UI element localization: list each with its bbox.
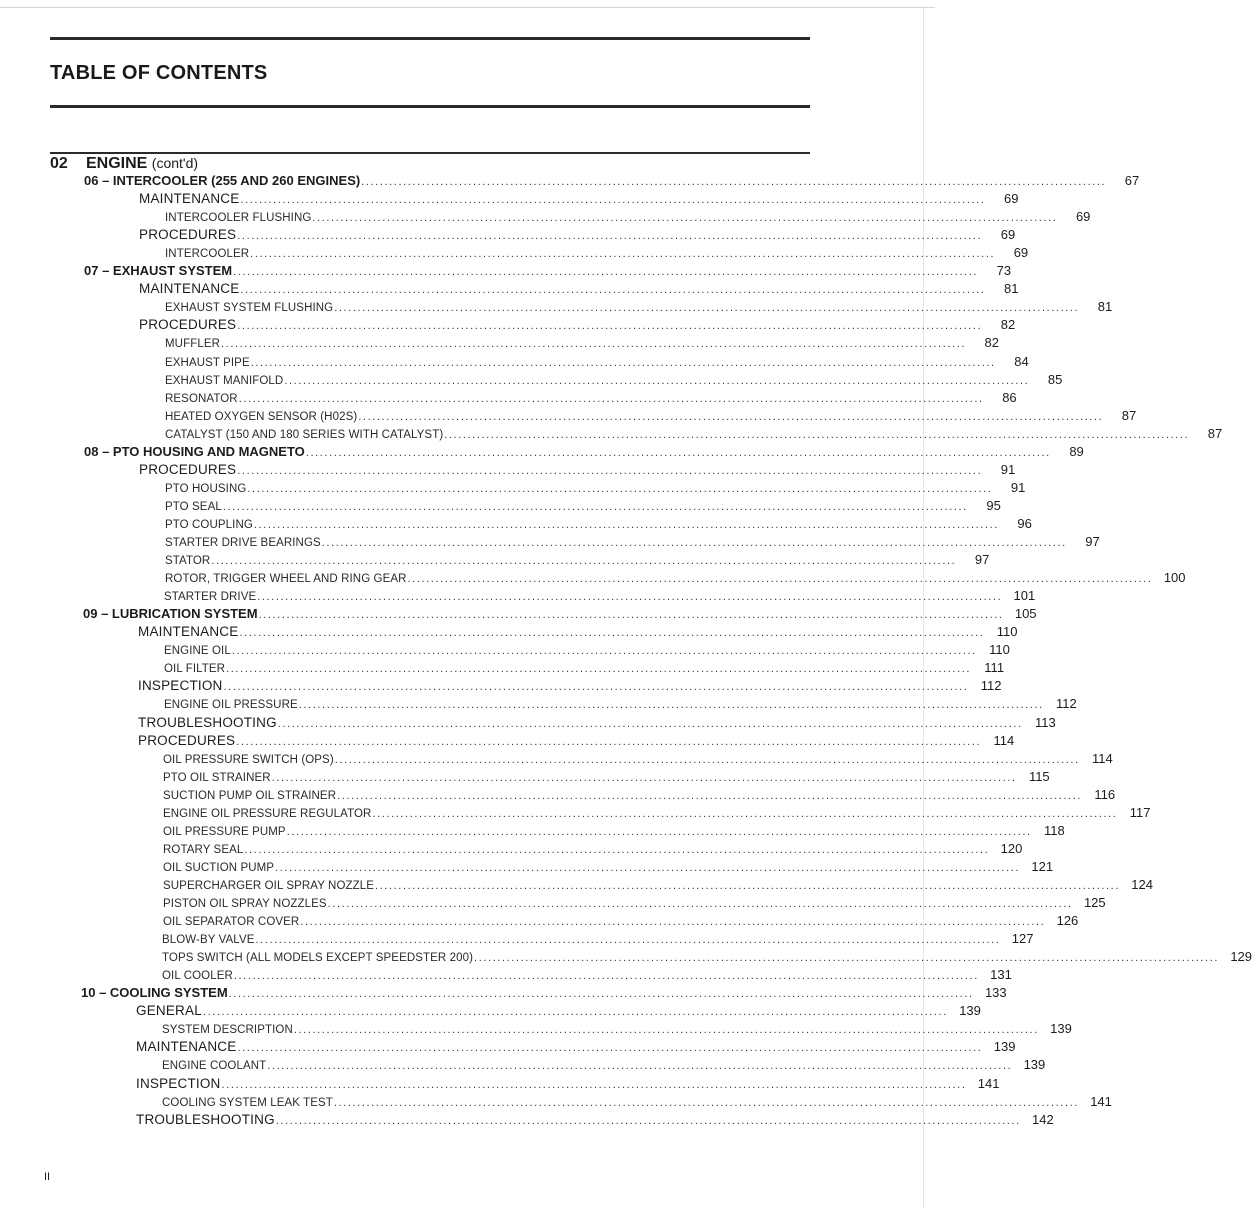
toc-entry-page: 87 [1207, 425, 1223, 441]
toc-leader-dots: ................................................................................................................................................................ [361, 176, 1107, 188]
toc-entry-page: 111 [984, 660, 1005, 676]
toc-leader-dots: ................................................................................................................................................................ [284, 374, 1030, 387]
toc-leader-dots: ................................................................................................................................................................ [305, 446, 1051, 459]
section-name: ENGINE [86, 155, 148, 172]
toc-entry[interactable] [81, 985, 1007, 1003]
section-rule [50, 152, 810, 154]
toc-entry-page: 69 [1075, 209, 1091, 225]
toc-entry-page: 112 [980, 678, 1002, 694]
toc-entry-page: 118 [1043, 822, 1065, 838]
toc-entry[interactable] [164, 588, 1036, 606]
toc-entry-page: 129 [1230, 949, 1252, 965]
toc-entry-page: 101 [1013, 588, 1036, 604]
toc-entry-page: 142 [1032, 1111, 1054, 1127]
toc-entry-label: PTO COUPLING [165, 518, 253, 531]
toc-leader-dots: ................................................................................................................................................................ [236, 735, 982, 748]
toc-entry-label: MAINTENANCE [139, 191, 240, 207]
toc-entry-page: 97 [1085, 534, 1100, 549]
toc-entry[interactable] [165, 552, 990, 570]
toc-entry-page: 91 [1010, 479, 1026, 495]
toc-entry[interactable] [165, 353, 1029, 372]
toc-leader-dots: ................................................................................................................................................................ [271, 771, 1017, 784]
toc-entry[interactable] [138, 624, 1018, 642]
toc-entry-label: SYSTEM DESCRIPTION [162, 1024, 293, 1037]
toc-leader-dots: ................................................................................................................................................................ [247, 482, 993, 495]
toc-entry-label: INTERCOOLER FLUSHING [165, 212, 312, 225]
toc-entry-label: MAINTENANCE [138, 624, 239, 640]
toc-entry-label: STARTER DRIVE BEARINGS [165, 537, 321, 549]
toc-leader-dots: ................................................................................................................................................................ [231, 645, 977, 658]
toc-entry-label: MAINTENANCE [136, 1039, 237, 1055]
toc-entry[interactable] [165, 570, 1186, 588]
toc-entry[interactable] [163, 913, 1079, 931]
toc-entry-page: 120 [1000, 840, 1023, 856]
toc-entry[interactable] [162, 1057, 1046, 1075]
toc-entry-label: PROCEDURES [139, 461, 237, 477]
toc-entry[interactable] [165, 371, 1063, 390]
toc-entry-label: PROCEDURES [138, 732, 236, 748]
toc-leader-dots: ................................................................................................................................................................ [375, 879, 1120, 892]
toc-entry[interactable] [136, 1075, 1000, 1094]
toc-entry[interactable] [163, 840, 1023, 859]
toc-leader-dots: ................................................................................................................................................................ [286, 825, 1032, 838]
toc-entry-label: 08 – PTO HOUSING AND MAGNETO [84, 443, 305, 459]
toc-entry-page: 87 [1121, 407, 1137, 423]
toc-entry[interactable] [165, 335, 999, 353]
toc-entry-page: 121 [1031, 858, 1054, 874]
toc-entry[interactable] [139, 461, 1016, 480]
toc-entry[interactable] [162, 1021, 1072, 1039]
toc-entry-label: 07 – EXHAUST SYSTEM [84, 263, 233, 279]
toc-entry-label: CATALYST (150 AND 180 SERIES WITH CATALYST) [165, 428, 444, 441]
toc-entry[interactable] [163, 895, 1106, 913]
toc-entry[interactable] [136, 1111, 1054, 1130]
toc-entry-page: 141 [1090, 1093, 1112, 1109]
toc-leader-dots: ................................................................................................................................................................ [298, 699, 1044, 712]
toc-entry-label: ROTOR, TRIGGER WHEEL AND RING GEAR [165, 573, 407, 586]
toc-leader-dots: ................................................................................................................................................................ [238, 392, 984, 405]
toc-entry-label: GENERAL [136, 1003, 202, 1019]
toc-leader-dots: ................................................................................................................................................................ [333, 1096, 1079, 1109]
toc-entry-label: RESONATOR [165, 392, 238, 405]
toc-entry-page: 85 [1047, 371, 1063, 387]
toc-leader-dots: ................................................................................................................................................................ [233, 970, 979, 983]
toc-entry[interactable] [165, 425, 1223, 444]
toc-entry[interactable] [139, 191, 1019, 209]
toc-entry[interactable] [163, 822, 1065, 841]
toc-entry[interactable] [139, 227, 1016, 245]
toc-entry-page: 124 [1131, 876, 1153, 892]
toc-entry[interactable] [138, 732, 1015, 751]
toc-leader-dots: ................................................................................................................................................................ [334, 302, 1080, 315]
toc-entry-label: ENGINE COOLANT [162, 1060, 267, 1073]
toc-entry[interactable] [84, 263, 1012, 281]
toc-entry-page: 67 [1124, 173, 1140, 188]
toc-entry-label: TROUBLESHOOTING [138, 714, 277, 730]
toc-entry-page: 110 [996, 624, 1018, 640]
toc-entry[interactable] [164, 642, 1010, 660]
toc-entry-label: 06 – INTERCOOLER (255 AND 260 ENGINES) [84, 173, 361, 188]
toc-entry-label: BLOW-BY VALVE [162, 934, 255, 947]
toc-entry-page: 141 [977, 1075, 1000, 1091]
toc-entry-label: OIL PRESSURE SWITCH (OPS) [163, 753, 334, 766]
toc-entry-label: INSPECTION [138, 678, 223, 694]
toc-leader-dots: ................................................................................................................................................................ [275, 1114, 1021, 1127]
toc-entry-page: 100 [1163, 570, 1186, 586]
toc-entry[interactable] [163, 858, 1054, 877]
toc-entry[interactable] [163, 786, 1116, 805]
toc-entry-page: 86 [1002, 389, 1017, 405]
toc-leader-dots: ................................................................................................................................................................ [202, 1006, 948, 1019]
toc-entry-label: ENGINE OIL PRESSURE REGULATOR [163, 807, 372, 820]
toc-entry-page: 116 [1094, 786, 1116, 802]
toc-entry-page: 117 [1129, 804, 1151, 820]
toc-entry[interactable] [139, 281, 1019, 299]
toc-entry-page: 73 [996, 263, 1012, 279]
toc-entry-page: 81 [1003, 281, 1019, 297]
section-number: 02 [50, 155, 68, 172]
toc-entry[interactable] [163, 750, 1113, 769]
toc-entry-label: STARTER DRIVE [164, 591, 257, 604]
toc-leader-dots: ................................................................................................................................................................ [237, 230, 983, 243]
toc-entry-page: 97 [974, 552, 990, 568]
toc-entry-label: ENGINE OIL PRESSURE [164, 699, 298, 712]
toc-entry[interactable] [84, 443, 1084, 462]
toc-entry-label: EXHAUST SYSTEM FLUSHING [165, 302, 334, 315]
toc-entry[interactable] [165, 479, 1026, 498]
toc-leader-dots: ................................................................................................................................................................ [312, 212, 1058, 225]
toc-entry[interactable] [138, 714, 1056, 733]
toc-entry[interactable] [136, 1003, 981, 1021]
toc-entry-page: 84 [1014, 353, 1029, 369]
toc-leader-dots: ................................................................................................................................................................ [358, 410, 1104, 423]
toc-entry-page: 131 [990, 967, 1012, 983]
toc-entry-page: 69 [1003, 191, 1019, 207]
toc-entry-label: SUPERCHARGER OIL SPRAY NOZZLE [163, 879, 375, 892]
toc-entry-label: MAINTENANCE [139, 281, 240, 297]
toc-leader-dots: ................................................................................................................................................................ [244, 843, 990, 856]
section-heading [86, 155, 198, 173]
toc-leader-dots: ................................................................................................................................................................ [444, 428, 1190, 441]
toc-entry-label: TOPS SWITCH (ALL MODELS EXCEPT SPEEDSTER 200) [162, 952, 474, 965]
toc-entry-page: 139 [993, 1039, 1016, 1055]
toc-entry[interactable] [165, 209, 1091, 227]
toc-entry-page: 81 [1097, 299, 1113, 315]
toc-entry[interactable] [163, 768, 1050, 787]
toc-leader-dots: ................................................................................................................................................................ [228, 988, 974, 1001]
toc-entry-page: 113 [1035, 714, 1056, 730]
toc-entry[interactable] [163, 804, 1151, 823]
toc-leader-dots: ................................................................................................................................................................ [275, 861, 1021, 874]
toc-entry[interactable] [165, 407, 1137, 426]
toc-leader-dots: ................................................................................................................................................................ [222, 500, 968, 513]
toc-entry-label: PTO OIL STRAINER [163, 771, 271, 784]
toc-entry-label: OIL SEPARATOR COVER [163, 916, 300, 929]
toc-entry-label: STATOR [165, 555, 211, 568]
toc-leader-dots: ................................................................................................................................................................ [240, 284, 986, 297]
toc-entry-page: 114 [993, 732, 1015, 748]
toc-entry-label: EXHAUST MANIFOLD [165, 374, 284, 387]
toc-leader-dots: ................................................................................................................................................................ [223, 681, 969, 694]
toc-entry-label: PISTON OIL SPRAY NOZZLES [163, 898, 327, 910]
toc-leader-dots: ................................................................................................................................................................ [237, 464, 983, 477]
toc-leader-dots: ................................................................................................................................................................ [233, 266, 979, 279]
toc-entry-page: 133 [984, 985, 1007, 1001]
section-suffix: (cont'd) [151, 155, 199, 171]
toc-leader-dots: ................................................................................................................................................................ [407, 573, 1153, 586]
toc-entry-page: 89 [1069, 443, 1084, 459]
toc-leader-dots: ................................................................................................................................................................ [221, 338, 966, 351]
toc-entry-label: EXHAUST PIPE [165, 356, 250, 369]
toc-entry-page: 91 [1000, 461, 1016, 477]
toc-entry-label: COOLING SYSTEM LEAK TEST [162, 1096, 333, 1109]
toc-entry-page: 126 [1056, 913, 1079, 929]
toc-entry-label: PTO HOUSING [165, 482, 247, 495]
toc-leader-dots: ................................................................................................................................................................ [250, 248, 996, 261]
toc-entry[interactable] [165, 534, 1100, 552]
toc-entry-page: 105 [1014, 606, 1037, 622]
toc-entry-page: 82 [984, 335, 999, 351]
toc-entry[interactable] [162, 949, 1252, 967]
toc-entry-page: 139 [959, 1003, 981, 1019]
toc-entry[interactable] [164, 696, 1077, 714]
toc-leader-dots: ................................................................................................................................................................ [237, 1042, 983, 1055]
toc-entry[interactable] [139, 317, 1016, 335]
toc-entry-label: 09 – LUBRICATION SYSTEM [83, 606, 258, 622]
toc-leader-dots: ................................................................................................................................................................ [226, 663, 972, 676]
toc-leader-dots: ................................................................................................................................................................ [300, 916, 1046, 929]
toc-entry-page: 69 [1013, 245, 1029, 261]
toc-leader-dots: ................................................................................................................................................................ [372, 807, 1118, 820]
toc-leader-dots: ................................................................................................................................................................ [240, 194, 986, 207]
toc-leader-dots: ................................................................................................................................................................ [337, 789, 1083, 802]
toc-leader-dots: ................................................................................................................................................................ [211, 555, 957, 568]
toc-entry-page: 139 [1050, 1021, 1072, 1037]
toc-entry-page: 82 [1000, 317, 1016, 333]
toc-entry[interactable] [163, 876, 1153, 895]
toc-leader-dots: ................................................................................................................................................................ [277, 717, 1023, 730]
toc-entry[interactable] [138, 678, 1002, 696]
toc-entry-label: OIL SUCTION PUMP [163, 861, 275, 874]
toc-entry[interactable] [162, 967, 1012, 985]
toc-leader-dots: ................................................................................................................................................................ [250, 356, 996, 369]
toc-leader-dots: ................................................................................................................................................................ [253, 518, 999, 531]
toc-entry-label: OIL FILTER [164, 663, 226, 676]
toc-entry-page: 112 [1056, 696, 1077, 712]
toc-entry[interactable] [164, 660, 1005, 678]
toc-entry[interactable] [165, 389, 1017, 408]
toc-entry-label: OIL COOLER [162, 970, 233, 983]
toc-leader-dots: ................................................................................................................................................................ [258, 609, 1004, 622]
toc-leader-dots: ................................................................................................................................................................ [257, 591, 1003, 604]
toc-leader-dots: ................................................................................................................................................................ [239, 627, 985, 640]
page-number: II [44, 1171, 51, 1183]
header-rule-top [50, 37, 810, 40]
toc-entry-label: ROTARY SEAL [163, 843, 244, 856]
toc-leader-dots: ................................................................................................................................................................ [221, 1078, 967, 1091]
toc-entry-page: 110 [989, 642, 1010, 658]
toc-entry[interactable] [136, 1039, 1016, 1057]
toc-entry-label: INSPECTION [136, 1075, 221, 1091]
toc-entry[interactable] [83, 606, 1037, 624]
toc-leader-dots: ................................................................................................................................................................ [237, 320, 983, 333]
toc-leader-dots: ................................................................................................................................................................ [255, 934, 1001, 947]
header-rule-bottom [50, 105, 810, 108]
toc-leader-dots: ................................................................................................................................................................ [321, 537, 1067, 549]
toc-entry-label: ENGINE OIL [164, 645, 231, 658]
toc-entry[interactable] [165, 299, 1113, 317]
page-title: TABLE OF CONTENTS [50, 62, 268, 84]
toc-entry[interactable] [162, 1093, 1112, 1112]
toc-entry[interactable] [165, 497, 1001, 516]
toc-entry-page: 125 [1083, 895, 1106, 910]
toc-leader-dots: ................................................................................................................................................................ [267, 1060, 1013, 1073]
toc-entry-label: PROCEDURES [139, 227, 237, 243]
toc-entry[interactable] [165, 515, 1032, 534]
toc-leader-dots: ................................................................................................................................................................ [334, 753, 1080, 766]
toc-entry-page: 95 [986, 497, 1001, 513]
toc-entry-page: 127 [1011, 931, 1034, 947]
toc-entry[interactable] [165, 245, 1029, 263]
toc-entry-label: PTO SEAL [165, 500, 222, 513]
toc-entry-label: TROUBLESHOOTING [136, 1111, 275, 1127]
toc-leader-dots: ................................................................................................................................................................ [327, 898, 1073, 910]
scan-top-edge [0, 7, 935, 8]
toc-entry-page: 96 [1017, 515, 1032, 531]
toc-leader-dots: ................................................................................................................................................................ [293, 1024, 1039, 1037]
toc-entry-page: 114 [1092, 750, 1113, 766]
toc-entry[interactable] [84, 173, 1140, 191]
toc-entry-label: HEATED OXYGEN SENSOR (H02S) [165, 410, 358, 423]
toc-entry-label: OIL PRESSURE PUMP [163, 825, 286, 838]
toc-entry-label: INTERCOOLER [165, 248, 250, 261]
toc-entry-page: 139 [1023, 1057, 1046, 1073]
toc-entry-label: PROCEDURES [139, 317, 237, 333]
toc-entry-page: 69 [1000, 227, 1016, 243]
toc-entry[interactable] [162, 931, 1034, 949]
toc-entry-page: 115 [1028, 768, 1050, 784]
toc-entry-label: 10 – COOLING SYSTEM [81, 985, 228, 1001]
toc-leader-dots: ................................................................................................................................................................ [474, 952, 1220, 965]
toc-entry-label: SUCTION PUMP OIL STRAINER [163, 789, 337, 802]
toc-entry-label: MUFFLER [165, 338, 221, 351]
